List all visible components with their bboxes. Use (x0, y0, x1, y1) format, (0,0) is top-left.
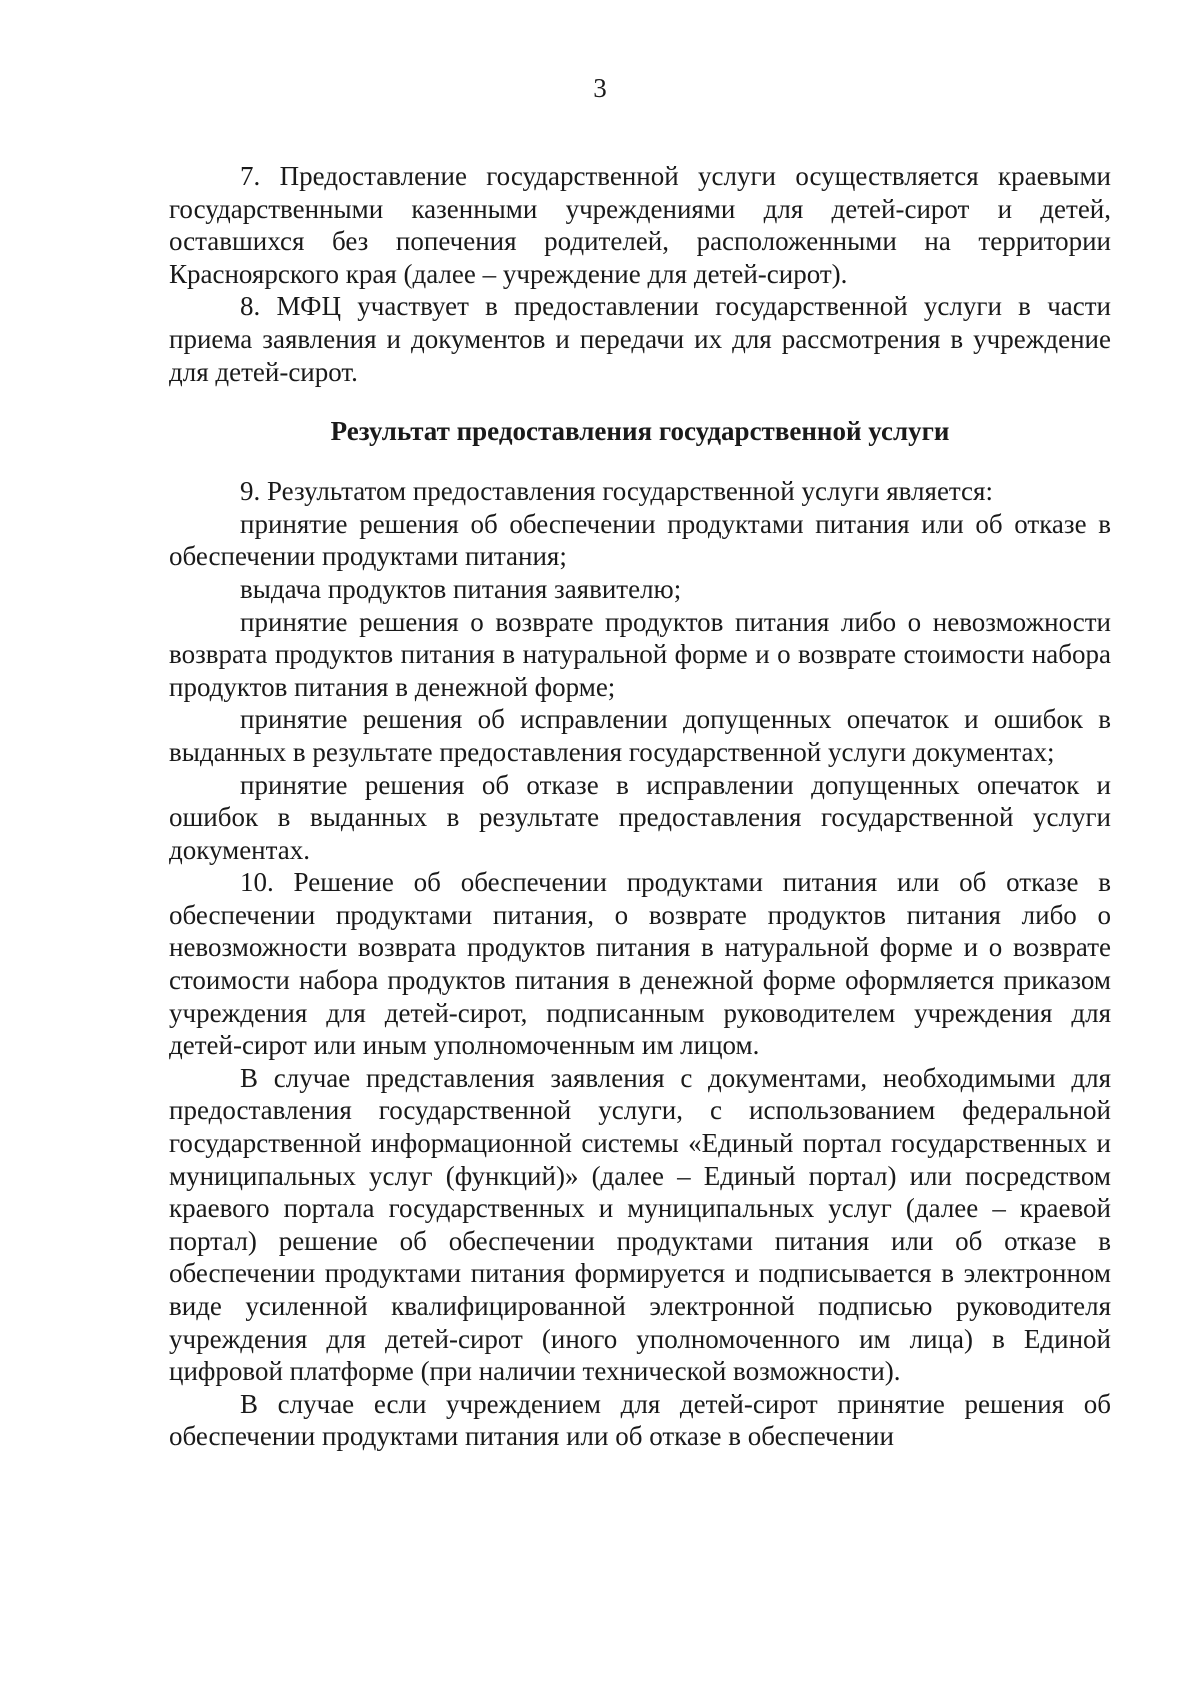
result-item-decision: принятие решения об обеспечении продуктами питания или об отказе в обеспечении продуктами питания; (169, 508, 1111, 572)
result-item-correction-refusal: принятие решения об отказе в исправлении допущенных опечаток и ошибок в выданных в результате предоставления государственной услуги документах. (169, 769, 1111, 865)
document-body (169, 160, 1111, 1453)
paragraph-8: 8. МФЦ участвует в предоставлении государственной услуги в части приема заявления и документов и передачи их для рассмотрения в учреждение для детей-сирот. (169, 291, 1111, 387)
paragraph-electronic: В случае представления заявления с документами, необходимыми для предоставления государственной услуги, с использованием федеральной государственной информационной системы «Единый портал государственных и муниципальных услуг (функций)» (далее – Единый портал) или посредством краевого портала государственных и муниципальных услуг (далее – краевой портал) решение об обеспечении продуктами питания или об отказе в обеспечении продуктами питания формируется и подписывается в электронном виде усиленной квалифицированной электронной подписью руководителя учреждения для детей-сирот (иного уполномоченного им лица) в Единой цифровой платформе (при наличии технической возможности). (169, 1062, 1111, 1387)
section-heading: Результат предоставления государственной услуги (330, 416, 950, 447)
result-item-correction: принятие решения об исправлении допущенных опечаток и ошибок в выданных в результате предоставления государственной услуги документах; (169, 704, 1111, 767)
paragraph-7: 7. Предоставление государственной услуги осуществляется краевыми государственными казенными учреждениями для детей-сирот и детей, оставшихся без попечения родителей, расположенными на территории Красноярского края (далее – учреждение для детей-сирот). (169, 161, 1111, 289)
result-item-return: принятие решения о возврате продуктов питания либо о невозможности возврата продуктов питания в натуральной форме и о возврате стоимости набора продуктов питания в денежной форме; (169, 606, 1111, 702)
page-number: 3 (593, 73, 607, 103)
paragraph-10: 10. Решение об обеспечении продуктами питания или об отказе в обеспечении продуктами питания, о возврате продуктов питания либо о невозможности возврата продуктов питания в натуральной форме и о возврате стоимости набора продуктов питания в денежной форме оформляется приказом учреждения для детей-сирот, подписанным руководителем учреждения для детей-сирот или иным уполномоченным им лицом. (169, 867, 1111, 1061)
paragraph-continued: В случае если учреждением для детей-сирот принятие решения об обеспечении продуктами питания или об отказе в обеспечении (169, 1388, 1111, 1452)
paragraph-9: 9. Результатом предоставления государственной услуги является: (240, 476, 993, 507)
result-item-issue: выдача продуктов питания заявителю; (240, 573, 682, 604)
